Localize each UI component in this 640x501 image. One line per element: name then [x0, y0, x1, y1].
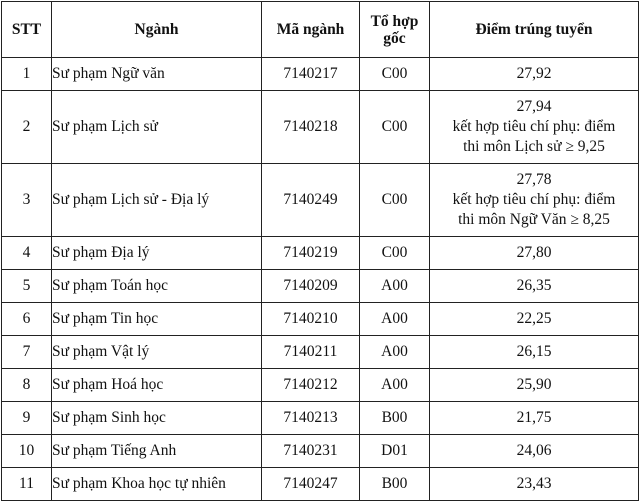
table-body — [2, 58, 639, 501]
cell-combo: C00 — [360, 164, 430, 237]
table-row — [2, 91, 639, 164]
cell-major: Sư phạm Toán học — [52, 270, 262, 303]
cell-combo: C00 — [360, 237, 430, 270]
cell-combo: D01 — [360, 435, 430, 468]
cell-score: 27,80 — [430, 237, 639, 270]
cell-stt: 8 — [2, 369, 52, 402]
cell-stt: 11 — [2, 468, 52, 501]
table-row — [2, 336, 639, 369]
cell-code: 7140212 — [262, 369, 360, 402]
table-row — [2, 369, 639, 402]
cell-combo: C00 — [360, 91, 430, 164]
cell-major: Sư phạm Lịch sử - Địa lý — [52, 164, 262, 237]
table-row — [2, 435, 639, 468]
cell-major: Sư phạm Địa lý — [52, 237, 262, 270]
score-note-line2: thi môn Lịch sử ≥ 9,25 — [463, 138, 605, 155]
cell-code: 7140218 — [262, 91, 360, 164]
cell-score — [430, 164, 639, 237]
table-row — [2, 58, 639, 91]
cell-score — [430, 91, 639, 164]
cell-code: 7140231 — [262, 435, 360, 468]
cell-combo: C00 — [360, 58, 430, 91]
cell-code: 7140219 — [262, 237, 360, 270]
cell-major: Sư phạm Tin học — [52, 303, 262, 336]
cell-stt: 4 — [2, 237, 52, 270]
header-row — [2, 2, 639, 58]
cell-major: Sư phạm Hoá học — [52, 369, 262, 402]
cell-major: Sư phạm Tiếng Anh — [52, 435, 262, 468]
cell-code: 7140210 — [262, 303, 360, 336]
header-combo-line2: gốc — [383, 29, 406, 47]
cell-score: 23,43 — [430, 468, 639, 501]
cell-score: 26,35 — [430, 270, 639, 303]
cell-code: 7140249 — [262, 164, 360, 237]
cell-combo: B00 — [360, 468, 430, 501]
score-note-line2: thi môn Ngữ Văn ≥ 8,25 — [458, 211, 610, 228]
header-score: Điểm trúng tuyển — [430, 2, 639, 58]
cell-score: 24,06 — [430, 435, 639, 468]
table-row — [2, 237, 639, 270]
cell-stt: 7 — [2, 336, 52, 369]
cell-stt: 9 — [2, 402, 52, 435]
table-header — [2, 2, 639, 58]
cell-code: 7140211 — [262, 336, 360, 369]
cell-major: Sư phạm Vật lý — [52, 336, 262, 369]
cell-score: 26,15 — [430, 336, 639, 369]
table-row — [2, 303, 639, 336]
cell-score: 21,75 — [430, 402, 639, 435]
cell-combo: A00 — [360, 270, 430, 303]
score-note-line1: kết hợp tiêu chí phụ: điểm — [452, 191, 616, 208]
score-value: 27,94 — [516, 98, 552, 115]
header-combo-line1: Tổ hợp — [370, 12, 419, 30]
cell-code: 7140213 — [262, 402, 360, 435]
header-code: Mã ngành — [262, 2, 360, 58]
cell-score: 22,25 — [430, 303, 639, 336]
cell-stt: 1 — [2, 58, 52, 91]
cell-stt: 3 — [2, 164, 52, 237]
cell-stt: 10 — [2, 435, 52, 468]
cell-combo: B00 — [360, 402, 430, 435]
cell-combo: A00 — [360, 336, 430, 369]
cell-stt: 6 — [2, 303, 52, 336]
table-row — [2, 468, 639, 501]
header-major: Ngành — [52, 2, 262, 58]
cell-combo: A00 — [360, 303, 430, 336]
cell-major: Sư phạm Sinh học — [52, 402, 262, 435]
cell-combo: A00 — [360, 369, 430, 402]
header-stt: STT — [2, 2, 52, 58]
score-note-line1: kết hợp tiêu chí phụ: điểm — [452, 118, 616, 135]
cell-major: Sư phạm Lịch sử — [52, 91, 262, 164]
cell-stt: 5 — [2, 270, 52, 303]
header-combo — [360, 2, 430, 58]
cell-code: 7140209 — [262, 270, 360, 303]
cell-score: 27,92 — [430, 58, 639, 91]
table-row — [2, 164, 639, 237]
admission-scores-table — [1, 1, 639, 501]
cell-score: 25,90 — [430, 369, 639, 402]
cell-major: Sư phạm Khoa học tự nhiên — [52, 468, 262, 501]
cell-code: 7140217 — [262, 58, 360, 91]
cell-code: 7140247 — [262, 468, 360, 501]
table-row — [2, 270, 639, 303]
table-row — [2, 402, 639, 435]
score-value: 27,78 — [516, 171, 552, 188]
cell-stt: 2 — [2, 91, 52, 164]
cell-major: Sư phạm Ngữ văn — [52, 58, 262, 91]
